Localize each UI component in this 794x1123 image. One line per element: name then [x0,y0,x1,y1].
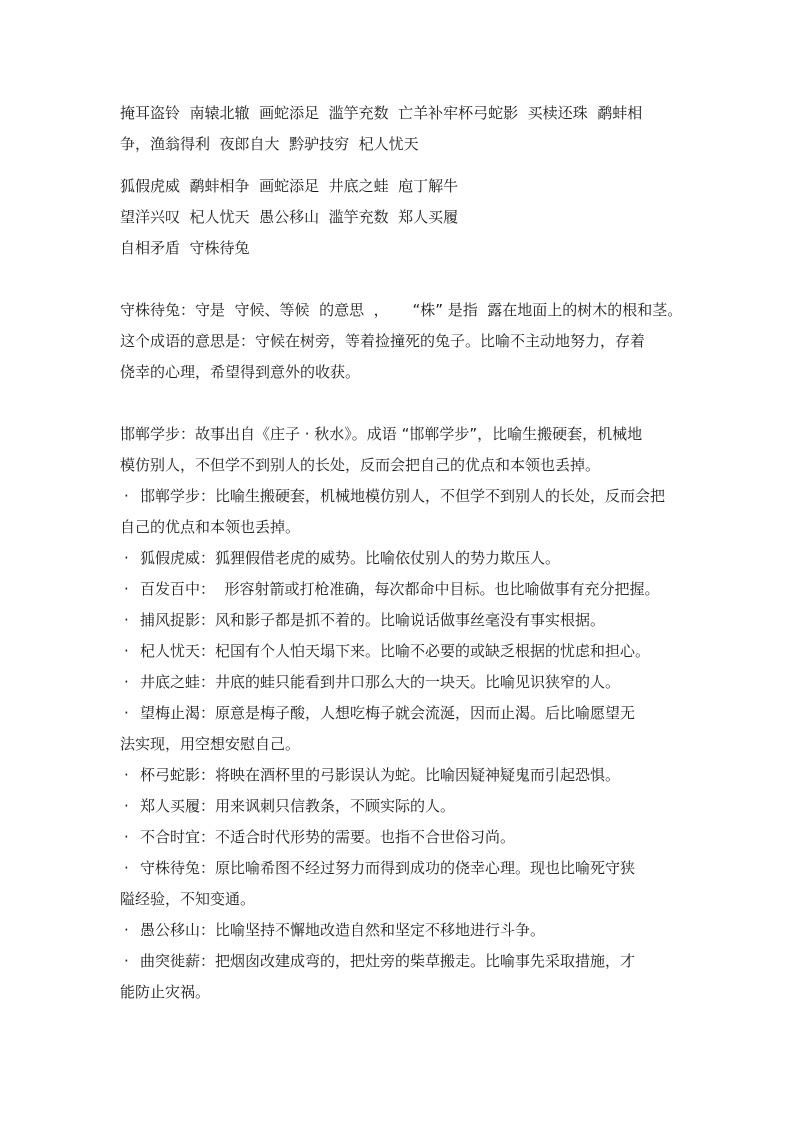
list-item-text: 狐假虎威：狐狸假借老虎的威势。比喻依仗别人的势力欺压人。 [140,549,561,567]
idiom-list-2 [120,171,720,264]
list-item-first-line [120,791,720,822]
list-item-text: 井底之蛙：井底的蛙只能看到井口那么大的一块天。比喻见识狭窄的人。 [140,673,621,691]
document-page [120,98,720,1008]
list-item-text: 杞人忧天：杞国有个人怕天塌下来。比喻不必要的或缺乏根据的忧虑和担心。 [140,642,651,660]
list-item-text: 杯弓蛇影：将映在酒杯里的弓影误认为蛇。比喻因疑神疑鬼而引起恐惧。 [140,766,621,784]
list-item [120,791,720,822]
text-line: 望洋兴叹 杞人忧天 愚公移山 滥竽充数 郑人买履 [120,208,459,226]
list-item-first-line [120,481,720,512]
list-item-text: 郑人买履：用来讽刺只信教条，不顾实际的人。 [140,797,456,815]
list-item-text: 愚公移山：比喻坚持不懈地改造自然和坚定不移地进行斗争。 [140,921,546,939]
bullet-marker: · [124,952,129,970]
text-line: 自相矛盾 守株待兔 [120,239,250,257]
text-line: 这个成语的意思是：守候在树旁，等着捡撞死的兔子。比喻不主动地努力，存着 [120,332,646,350]
text-line: 侥幸的心理，希望得到意外的收获。 [120,363,361,381]
list-item-first-line [120,946,720,977]
bullet-marker: · [124,487,129,505]
handan-paragraph [120,419,720,481]
list-item [120,760,720,791]
text-line: 邯郸学步：故事出自《庄子 · 秋水》。成语 “邯郸学步”，比喻生搬硬套，机械地 [120,425,643,443]
list-item [120,915,720,946]
list-item [120,574,720,605]
list-item-first-line [120,698,720,729]
bullet-marker: · [124,673,129,691]
idiom-list-1 [120,98,720,160]
list-item-text: 捕风捉影：风和影子都是抓不着的。比喻说话做事丝毫没有事实根据。 [140,611,606,629]
text-line: 狐假虎威 鹬蚌相争 画蛇添足 井底之蛙 庖丁解牛 [120,177,459,195]
list-item-first-line [120,605,720,636]
bullet-marker: · [124,642,129,660]
bullet-marker: · [124,580,129,598]
bullet-marker: · [124,704,129,722]
list-item-continuation: 法实现，用空想安慰自己。 [120,735,301,753]
list-item [120,543,720,574]
shouzhu-paragraph [120,295,720,388]
bullet-marker: · [124,797,129,815]
bullet-marker: · [124,549,129,567]
list-item-first-line [120,667,720,698]
text-line: 争，渔翁得利 夜郎自大 黔驴技穷 杞人忧天 [120,135,419,153]
text-line: 掩耳盗铃 南辕北辙 画蛇添足 滥竽充数 亡羊补牢杯弓蛇影 买椟还珠 鹬蚌相 [120,104,643,122]
list-item-text: 曲突徙薪：把烟囱改建成弯的，把灶旁的柴草搬走。比喻事先采取措施，才 [140,952,636,970]
list-item [120,667,720,698]
list-item-continuation: 自己的优点和本领也丢掉。 [120,518,301,536]
list-item-text: 守株待兔：原比喻希图不经过努力而得到成功的侥幸心理。现也比喻死守狭 [140,859,636,877]
list-item [120,636,720,667]
list-item [120,822,720,853]
list-item-continuation: 能防止灾祸。 [120,983,211,1001]
bullet-marker: · [124,766,129,784]
list-item-text: 邯郸学步：比喻生搬硬套，机械地模仿别人，不但学不到别人的长处，反而会把 [140,487,666,505]
list-item-first-line [120,915,720,946]
list-item-first-line [120,760,720,791]
list-item-text: 不合时宜：不适合时代形势的需要。也指不合世俗习尚。 [140,828,516,846]
list-item [120,605,720,636]
list-item-text: 百发百中： 形容射箭或打枪准确，每次都命中目标。也比喻做事有充分把握。 [140,580,660,598]
list-item-first-line [120,543,720,574]
list-item [120,481,720,543]
list-item [120,698,720,760]
list-item [120,946,720,1008]
text-line: 守株待兔：守是 守候、等候 的意思 ， “株” 是指 露在地面上的树木的根和茎。 [120,301,683,319]
list-item [120,853,720,915]
list-item-continuation: 隘经验，不知变通。 [120,890,256,908]
bullet-marker: · [124,828,129,846]
bullet-marker: · [124,611,129,629]
list-item-text: 望梅止渴：原意是梅子酸，人想吃梅子就会流涎，因而止渴。后比喻愿望无 [140,704,636,722]
bullet-marker: · [124,859,129,877]
idiom-bullet-list [120,481,720,1008]
text-line: 模仿别人，不但学不到别人的长处，反而会把自己的优点和本领也丢掉。 [120,456,601,474]
list-item-first-line [120,853,720,884]
list-item-first-line [120,822,720,853]
list-item-first-line [120,574,720,605]
bullet-marker: · [124,921,129,939]
list-item-first-line [120,636,720,667]
